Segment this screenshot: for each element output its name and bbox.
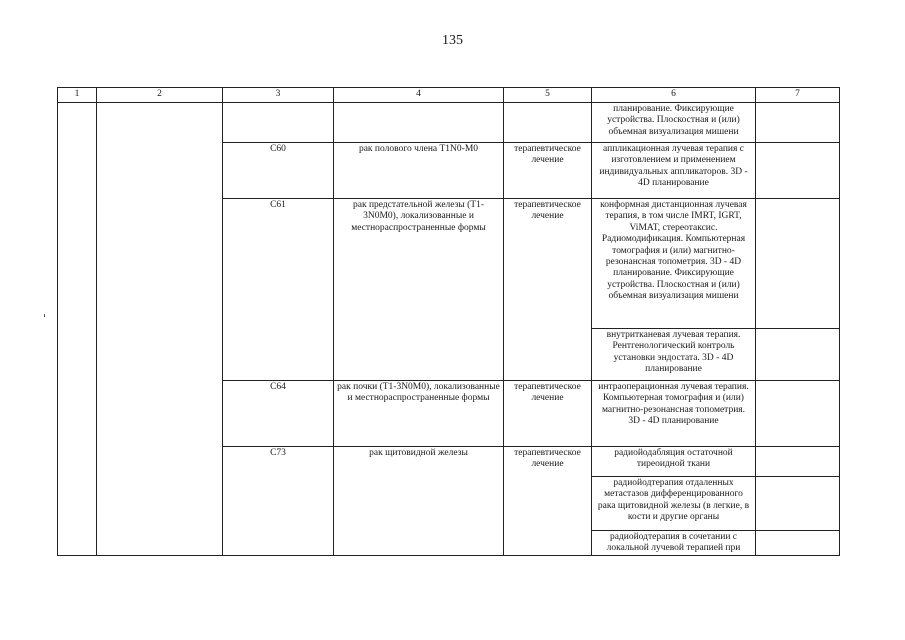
header-cell-2: 2 [97, 88, 223, 103]
treatment-type-cell: терапевтическое лечение [504, 447, 592, 556]
col7-cell [756, 103, 840, 143]
diagnosis-cell: рак предстательной железы (T1-3N0M0), локализованные и местнораспространенные формы [334, 199, 504, 381]
col1-merged-cell [58, 103, 97, 556]
code-cell: C73 [223, 447, 334, 556]
treatment-type-cell: терапевтическое лечение [504, 381, 592, 447]
method-cell: радиойодабляция остаточной тиреоидной ткани [592, 447, 756, 477]
method-cell: интраоперационная лучевая терапия. Компьютерная томография и (или) магнитно-резонансная топометрия. 3D - 4D планирование [592, 381, 756, 447]
treatment-type-cell: терапевтическое лечение [504, 143, 592, 199]
method-cell: радиойодтерапия в сочетании с локальной лучевой терапией при [592, 531, 756, 556]
treatment-type-cell [504, 103, 592, 143]
header-cell-3: 3 [223, 88, 334, 103]
diagnosis-cell [334, 103, 504, 143]
diagnosis-cell: рак щитовидной железы [334, 447, 504, 556]
col7-cell [756, 329, 840, 381]
table-header-row [58, 88, 840, 103]
treatment-table [57, 87, 840, 556]
code-cell: C61 [223, 199, 334, 381]
code-cell [223, 103, 334, 143]
scan-mark [44, 314, 45, 317]
col7-cell [756, 143, 840, 199]
header-cell-7: 7 [756, 88, 840, 103]
col7-cell [756, 477, 840, 531]
method-cell: внутритканевая лучевая терапия. Рентгенологический контроль установки эндостата. 3D - 4D планирование [592, 329, 756, 381]
treatment-type-cell: терапевтическое лечение [504, 199, 592, 381]
code-cell: C64 [223, 381, 334, 447]
header-cell-4: 4 [334, 88, 504, 103]
table-row [58, 103, 840, 143]
method-cell: радиойодтерапия отдаленных метастазов дифференцированного рака щитовидной железы (в легкие, в кости и другие органы [592, 477, 756, 531]
col7-cell [756, 447, 840, 477]
header-cell-6: 6 [592, 88, 756, 103]
method-cell: планирование. Фиксирующие устройства. Плоскостная и (или) объемная визуализация мишени [592, 103, 756, 143]
header-cell-1: 1 [58, 88, 97, 103]
method-cell: конформная дистанционная лучевая терапия, в том числе IMRT, IGRT, ViMAT, стереотаксис. Радиомодификация. Компьютерная томография и (или) магнитно-резонансная топометрия. 3D - 4D планирование. Фиксирующие устройства. Плоскостная и (или) объемная визуализация мишени [592, 199, 756, 329]
page-number: 135 [442, 33, 463, 48]
col7-cell [756, 381, 840, 447]
col7-cell [756, 531, 840, 556]
col2-merged-cell [97, 103, 223, 556]
diagnosis-cell: рак полового члена T1N0-M0 [334, 143, 504, 199]
diagnosis-cell: рак почки (T1-3N0M0), локализованные и местнораспространенные формы [334, 381, 504, 447]
col7-cell [756, 199, 840, 329]
method-cell: аппликационная лучевая терапия с изготовлением и применением индивидуальных аппликаторов. 3D - 4D планирование [592, 143, 756, 199]
header-cell-5: 5 [504, 88, 592, 103]
code-cell: C60 [223, 143, 334, 199]
